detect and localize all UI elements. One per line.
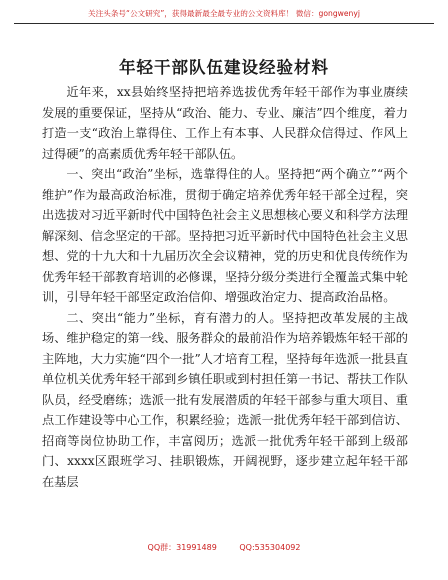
footer-qq: QQ:535304092: [239, 543, 301, 552]
paragraph-ability: 二、突出“能力”坐标，育有潜力的人。坚持把改革发展的主战场、维护稳定的第一线、服务群众的最前沿作为培养锻炼年轻干部的主阵地，大力实施“四个一批”人才培育工程，坚持每年选派一批县直单位机关优秀年轻干部到乡镇任职或到村担任第一书记、帮扶工作队队员，经受磨练；选派一批有发展潜质的年轻干部参与重大项目、重点工作建设等中心工作，积累经验；选派一批优秀年轻干部到信访、招商等岗位协助工作，丰富阅历；选派一批优秀年轻干部到上级部门、xxxx区跟班学习、挂职锻炼，开阔视野，逐步建立起年轻干部在基层: [42, 310, 408, 489]
document-body: [42, 82, 408, 492]
paragraph-intro: 近年来，xx县始终坚持把培养选拔优秀年轻干部作为事业赓续发展的重要保证，坚持从“政治、能力、专业、廉洁”四个维度，着力打造一支“政治上靠得住、工作上有本事、人民群众信得过、作风上过得硬”的高素质优秀年轻干部队伍。: [42, 85, 408, 161]
footer-qq-group: QQ群：31991489: [147, 543, 217, 552]
paragraph-political: 一、突出“政治”坐标，选靠得住的人。坚持把“两个确立”“两个维护”作为最高政治标准，贯彻于确定培养优秀年轻干部全过程，突出选拔对习近平新时代中国特色社会主义思想核心要义和科学方法理解深刻、信念坚定的干部。坚持把习近平新时代中国特色社会主义思想、党的十九大和十九届历次全会议精神，党的历史和优良传统作为优秀年轻干部教育培训的必修课，坚持分级分类进行全覆盖式集中轮训，引导年轻干部坚定政治信仰、增强政治定力、提高政治品格。: [42, 167, 408, 304]
header-banner: 关注头条号“公文研究”，获得最新最全最专业的公文资料库！ 微信：gongwenyj: [14, 8, 434, 24]
footer: [0, 542, 448, 553]
document-title: 年轻干部队伍建设经验材料: [119, 58, 329, 77]
